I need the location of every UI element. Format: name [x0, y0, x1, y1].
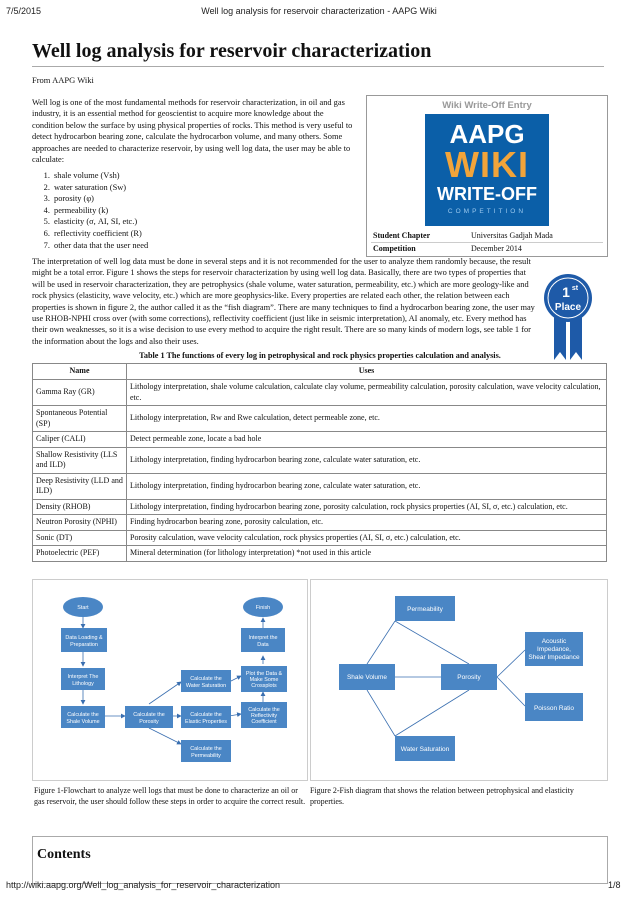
- log-name-cell: Spontaneous Potential (SP): [33, 406, 127, 432]
- shale-volume-label: Shale Volume: [346, 674, 388, 681]
- intro-paragraph: Well log is one of the most fundamental methods for reservoir characterization, in oil and gas industry, it is an essential method for geoscientist to acquire more knowledge about the condition below the surface by using physical properties of rocks. This method is very useful to detect hydrocarbon bearing zone, calculate the hydrocarbon volume, and many others. Some approaches are needed to characterize reservoir, by using well log data, the user may be able to calculate:: [32, 98, 353, 165]
- table-row: [33, 546, 607, 562]
- refl-label: Calculate the: [248, 707, 280, 713]
- student-chapter-label: Student Chapter: [373, 231, 431, 240]
- source-line: From AAPG Wiki: [32, 75, 94, 85]
- list-item: 4. permeability (k): [52, 205, 372, 217]
- log-name-cell: Sonic (DT): [33, 530, 127, 546]
- log-functions-table: [32, 363, 607, 562]
- log-name-cell: Density (RHOB): [33, 499, 127, 515]
- loading-label: Data Loading &: [65, 635, 103, 641]
- logo-text-wiki: WIKI: [445, 144, 529, 185]
- water-label: Water Saturation: [185, 683, 227, 689]
- log-name-cell: Gamma Ray (GR): [33, 380, 127, 406]
- badge-rank-suffix: st: [571, 285, 579, 292]
- competition-label: Competition: [373, 244, 416, 253]
- log-uses-cell: Finding hydrocarbon bearing zone, porosity calculation, etc.: [127, 515, 607, 531]
- contents-box: [32, 836, 608, 884]
- log-name-cell: Photoelectric (PEF): [33, 546, 127, 562]
- contents-heading: Contents: [37, 847, 91, 862]
- table-row: [33, 380, 607, 406]
- litho-label: Interpret The: [67, 674, 99, 680]
- list-item: 5. elasticity (σ, AI, SI, etc.): [52, 216, 372, 228]
- log-uses-cell: Lithology interpretation, finding hydrocarbon bearing zone, porosity calculation, rock physics properties (AI, SI, σ, etc.) calculation, etc.: [127, 499, 607, 515]
- perm-label: Calculate the: [190, 746, 222, 752]
- steps-paragraph: The interpretation of well log data must be done in several steps and it is not recommended for the user to analyze them randomly because, the result might be a total error. Figure 1 shows the steps for reservoir characterization by using well log data. Basically, there are two types of properties that will be used in reservoir characterization, they are petrophysics (shale volume, water saturation, permeability, etc.) which are more geology-like and rock physics (elasticity, wave velocity, etc.) which are more geophysics-like. Every properties are related each other, the relation between each properties is shown in figure 2, the author called it as the “fish diagram”. There are many techniques to find a hydrocarbon bearing zone, the user may use RHOB-NPHI cross over (with some corrections), reflectivity coefficient (just like in seismic interpretation), AI anomaly, etc. Every method has their own weaknesses, so it is a wise decision to use every method to acquire the right result. There are so many kinds of modern logs, see table 1 for the information about the logs and also their uses.: [32, 257, 535, 346]
- log-uses-cell: Lithology interpretation, finding hydrocarbon bearing zone, calculate water saturation, etc.: [127, 473, 607, 499]
- list-item: 1. shale volume (Vsh): [52, 170, 372, 182]
- plot-label: Make Some: [249, 677, 279, 683]
- figure2-caption: Figure 2-Fish diagram that shows the relation between petrophysical and elasticity properties.: [310, 786, 574, 806]
- wiki-entry-box: [366, 95, 608, 257]
- student-chapter-value: Universitas Gadjah Mada: [471, 231, 553, 240]
- list-item: 6. reflectivity coefficient (R): [52, 228, 372, 240]
- aapg-wiki-logo: [425, 114, 549, 226]
- badge-place: Place: [554, 302, 582, 313]
- page-title: Well log analysis for reservoir characterization: [32, 40, 432, 62]
- log-name-cell: Caliper (CALI): [33, 432, 127, 448]
- elastic-label: Elastic Properties: [185, 719, 227, 725]
- shale-label: Shale Volume: [66, 719, 100, 725]
- fish-diagram-figure: [310, 579, 608, 781]
- porosity-label: Porosity: [139, 719, 159, 725]
- shale-label: Calculate the: [67, 712, 99, 718]
- log-name-cell: Neutron Porosity (NPHI): [33, 515, 127, 531]
- page-url: http://wiki.aapg.org/Well_log_analysis_for_reservoir_characterization: [6, 880, 280, 890]
- calc-list: [32, 170, 372, 251]
- table-row: [33, 447, 607, 473]
- plot-label: Crossplots: [251, 683, 277, 689]
- print-date: 7/5/2015: [6, 6, 42, 16]
- permeability-label: Permeability: [407, 606, 443, 613]
- column-header-name: Name: [33, 364, 127, 380]
- plot-label: Plot the Data &: [245, 671, 283, 677]
- log-uses-cell: Porosity calculation, wave velocity calculation, rock physics properties (AI, SI, σ, etc.) calculation, etc.: [127, 530, 607, 546]
- title-divider: [32, 66, 604, 67]
- water-saturation-label: Water Saturation: [400, 746, 450, 753]
- loading-label: Preparation: [70, 642, 98, 648]
- litho-label: Lithology: [72, 681, 94, 687]
- refl-label: Coefficient: [251, 719, 277, 725]
- acoustic-label: Impedance,: [537, 646, 571, 653]
- badge-rank: 1: [562, 284, 570, 300]
- water-label: Calculate the: [190, 676, 222, 682]
- finish-label: Finish: [255, 605, 271, 611]
- list-item: 7. other data that the user need: [52, 240, 372, 252]
- list-item: 2. water saturation (Sw): [52, 182, 372, 194]
- logo-text-writeoff: WRITE-OFF: [437, 184, 537, 204]
- table-row: [33, 515, 607, 531]
- refl-label: Reflectivity: [250, 713, 278, 719]
- logo-text-aapg: AAPG: [449, 119, 525, 149]
- row-divider: [371, 242, 603, 243]
- elastic-label: Calculate the: [190, 712, 222, 718]
- log-uses-cell: Mineral determination (for lithology interpretation) *not used in this article: [127, 546, 607, 562]
- list-item: 3. porosity (φ): [52, 193, 372, 205]
- interpret-label: Interpret the: [248, 635, 278, 641]
- interpret-label: Data: [257, 642, 269, 648]
- log-name-cell: Shallow Resistivity (LLS and ILD): [33, 447, 127, 473]
- table-row: [33, 432, 607, 448]
- figure1-caption: Figure 1-Flowchart to analyze well logs that must be done to characterize an oil or gas reservoir, the user should follow these steps in order to acquire the correct result.: [34, 786, 306, 806]
- acoustic-label: Shear Impedance: [528, 654, 580, 661]
- flowchart-nodes: [61, 597, 287, 762]
- table-caption: Table 1 The functions of every log in petrophysical and rock physics properties calculation and analysis.: [139, 351, 501, 360]
- table-row: [33, 406, 607, 432]
- column-header-uses: Uses: [127, 364, 607, 380]
- print-title: Well log analysis for reservoir characterization - AAPG Wiki: [201, 6, 437, 16]
- porosity-label: Calculate the: [133, 712, 165, 718]
- start-label: Start: [77, 605, 89, 611]
- page-number: 1/8: [608, 880, 621, 890]
- perm-label: Permeability: [191, 753, 221, 759]
- log-uses-cell: Detect permeable zone, locate a bad hole: [127, 432, 607, 448]
- table-header-row: [33, 364, 607, 380]
- table-row: [33, 530, 607, 546]
- flowchart-figure: [32, 579, 308, 781]
- wiki-entry-heading: Wiki Write-Off Entry: [442, 100, 532, 111]
- acoustic-label: Acoustic: [541, 638, 567, 645]
- table-row: [33, 499, 607, 515]
- fish-diagram-nodes: [339, 596, 583, 761]
- poisson-label: Poisson Ratio: [533, 705, 575, 712]
- log-name-cell: Deep Resistivity (LLD and ILD): [33, 473, 127, 499]
- log-uses-cell: Lithology interpretation, finding hydrocarbon bearing zone, calculate water saturation, etc.: [127, 447, 607, 473]
- table-row: [33, 473, 607, 499]
- porosity-label: Porosity: [457, 674, 481, 681]
- logo-text-competition: COMPETITION: [447, 208, 527, 215]
- first-place-badge: [544, 272, 592, 362]
- log-uses-cell: Lithology interpretation, Rw and Rwe calculation, detect permeable zone, etc.: [127, 406, 607, 432]
- log-uses-cell: Lithology interpretation, shale volume calculation, calculate clay volume, permeability calculation, porosity calculation, wave velocity calculation, etc.: [127, 380, 607, 406]
- competition-value: December 2014: [471, 244, 522, 253]
